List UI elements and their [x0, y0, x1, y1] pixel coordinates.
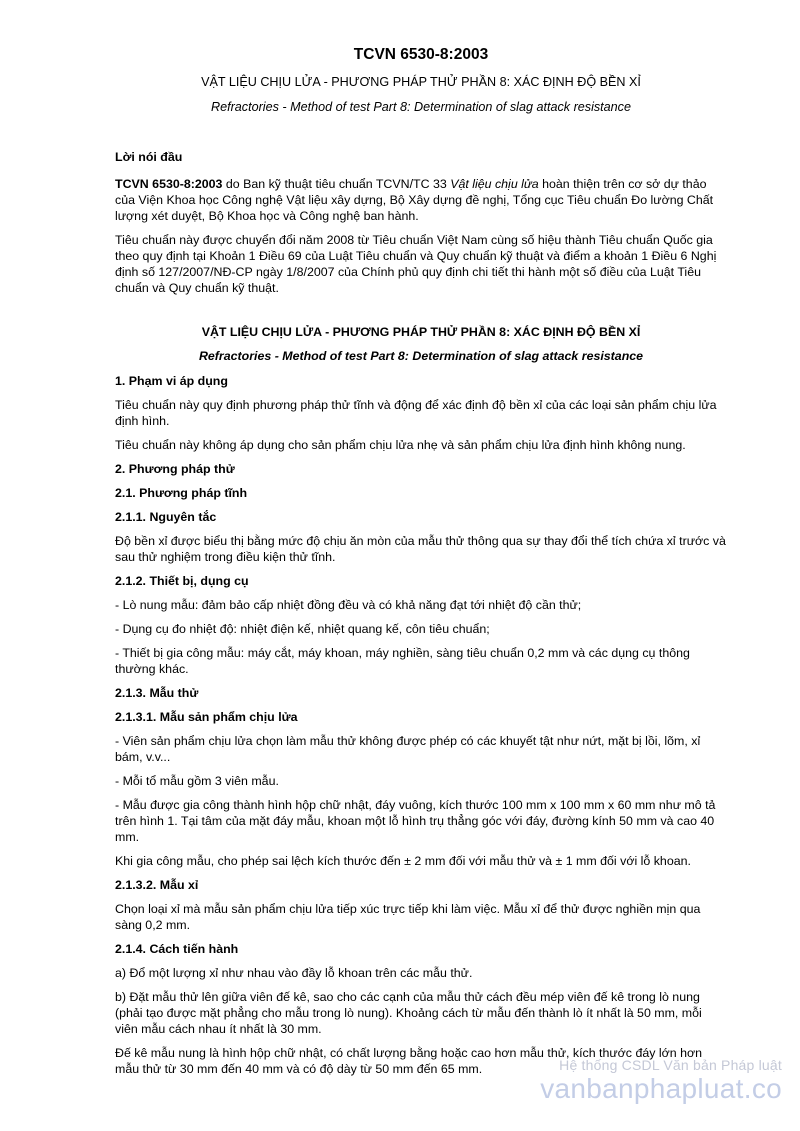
section-1-heading: 1. Phạm vi áp dụng [115, 374, 228, 388]
document-subtitle-en: Refractories - Method of test Part 8: Determination of slag attack resistance [211, 100, 631, 114]
foreword-paragraph-2: Tiêu chuẩn này được chuyển đổi năm 2008 từ Tiêu chuẩn Việt Nam cùng số hiệu thành Tiêu chuẩn Quốc gia theo quy định tại Khoản 1 Điều 69 của Luật Tiêu chuẩn và Quy chuẩn kỹ thuật và điểm a khoản 1 Điều 6 Nghị định số 127/2007/NĐ-CP ngày 1/8/2007 của Chính phủ quy định chi tiết thi hành một số điều của Luật Tiêu chuẩn và Quy chuẩn kỹ thuật. [115, 233, 717, 295]
section-2-1-4-heading: 2.1.4. Cách tiến hành [115, 942, 239, 956]
equipment-item: - Thiết bị gia công mẫu: máy cắt, máy khoan, máy nghiền, sàng tiêu chuẩn 0,2 mm và các dụng cụ thông thường khác. [115, 646, 690, 676]
equipment-item: - Lò nung mẫu: đảm bảo cấp nhiệt đồng đều và có khả năng đạt tới nhiệt độ cần thử; [115, 598, 582, 612]
main-title-en: Refractories - Method of test Part 8: Determination of slag attack resistance [198, 349, 644, 363]
sample-requirement-item: Khi gia công mẫu, cho phép sai lệch kích thước đến ± 2 mm đối với mẫu thử và ± 1 mm đối với lỗ khoan. [115, 854, 691, 868]
section-2-1-3-2-paragraph: Chọn loại xỉ mà mẫu sản phẩm chịu lửa tiếp xúc trực tiếp khi làm việc. Mẫu xỉ để thử được nghiền mịn qua sàng 0,2 mm. [115, 902, 701, 932]
main-title-vi: VẬT LIỆU CHỊU LỬA - PHƯƠNG PHÁP THỬ PHẦN 8: XÁC ĐỊNH ĐỘ BỀN XỈ [201, 325, 641, 339]
section-2-1-3-1-heading: 2.1.3.1. Mẫu sản phẩm chịu lửa [115, 710, 298, 724]
foreword-text-b: hoàn thiện trên cơ sở dự thảo của Viện Khoa học Công nghệ Vật liệu xây dựng, Bộ Xây dựng đề nghị, Tổng cục Tiêu chuẩn Đo lường Chất lượng xét duyệt, Bộ Khoa học và Công nghệ ban hành. [115, 177, 714, 223]
section-2-1-3-2-heading: 2.1.3.2. Mẫu xỉ [115, 878, 199, 892]
foreword-heading: Lời nói đầu [115, 150, 183, 164]
document-title: TCVN 6530-8:2003 [353, 46, 489, 63]
sample-requirement-item: - Mẫu được gia công thành hình hộp chữ nhật, đáy vuông, kích thước 100 mm x 100 mm x 60 mm như mô tả trên hình 1. Tại tâm của mặt đáy mẫu, khoan một lỗ hình trụ thẳng góc với đáy, đường kính 50 mm và cao 40 mm. [115, 798, 716, 844]
foreword-text-a: do Ban kỹ thuật tiêu chuẩn TCVN/TC 33 [222, 177, 451, 191]
section-2-1-heading: 2.1. Phương pháp tĩnh [115, 486, 248, 500]
sample-requirement-item: - Viên sản phẩm chịu lửa chọn làm mẫu thử không được phép có các khuyết tật như nứt, mặt bị lồi, lõm, xỉ bám, v.v... [115, 734, 701, 764]
section-2-heading: 2. Phương pháp thử [115, 462, 235, 476]
section-2-1-1-paragraph: Độ bền xỉ được biểu thị bằng mức độ chịu ăn mòn của mẫu thử thông qua sự thay đổi thể tích chứa xỉ trước và sau thử nghiệm trong điều kiện thử tĩnh. [115, 534, 726, 564]
section-2-1-3-heading: 2.1.3. Mẫu thử [115, 686, 199, 700]
equipment-item: - Dụng cụ đo nhiệt độ: nhiệt điện kế, nhiệt quang kế, côn tiêu chuẩn; [115, 622, 490, 636]
section-1-paragraph-2: Tiêu chuẩn này không áp dụng cho sản phẩm chịu lửa nhẹ và sản phẩm chịu lửa định hình không nung. [115, 438, 686, 452]
document-subtitle-vi: VẬT LIỆU CHỊU LỬA - PHƯƠNG PHÁP THỬ PHẦN 8: XÁC ĐỊNH ĐỘ BỀN XỈ [201, 75, 641, 89]
section-2-1-1-heading: 2.1.1. Nguyên tắc [115, 510, 217, 524]
sample-requirement-item: - Mỗi tổ mẫu gồm 3 viên mẫu. [115, 774, 279, 788]
foreword-paragraph-1 [115, 176, 727, 224]
procedure-item: Đế kê mẫu nung là hình hộp chữ nhật, có chất lượng bằng hoặc cao hơn mẫu thử, kích thước đáy lớn hơn mẫu thử từ 30 mm đến 40 mm và có độ dày từ 50 mm đến 65 mm. [115, 1046, 702, 1076]
section-2-1-2-heading: 2.1.2. Thiết bị, dụng cụ [115, 574, 249, 588]
site-watermark [540, 1058, 782, 1103]
foreword-committee-name: Vật liệu chịu lửa [450, 177, 539, 191]
procedure-item: b) Đặt mẫu thử lên giữa viên đế kê, sao cho các cạnh của mẫu thử cách đều mép viên đế kê trong lò nung (phải tạo được mặt phẳng cho mẫu trong lò nung). Khoảng cách từ mẫu đến thành lò ít nhất là 50 mm, mỗi viên mẫu cách nhau ít nhất là 30 mm. [115, 990, 702, 1036]
watermark-domain: vanbanphapluat.co [540, 1073, 782, 1104]
document-content [115, 44, 727, 1085]
foreword-standard-code: TCVN 6530-8:2003 [115, 177, 223, 191]
section-1-paragraph-1: Tiêu chuẩn này quy định phương pháp thử tĩnh và động để xác định độ bền xỉ của các loại sản phẩm chịu lửa định hình. [115, 398, 717, 428]
procedure-item: a) Đổ một lượng xỉ như nhau vào đầy lỗ khoan trên các mẫu thử. [115, 966, 473, 980]
watermark-caption: Hệ thống CSDL Văn bản Pháp luật [559, 1057, 782, 1073]
